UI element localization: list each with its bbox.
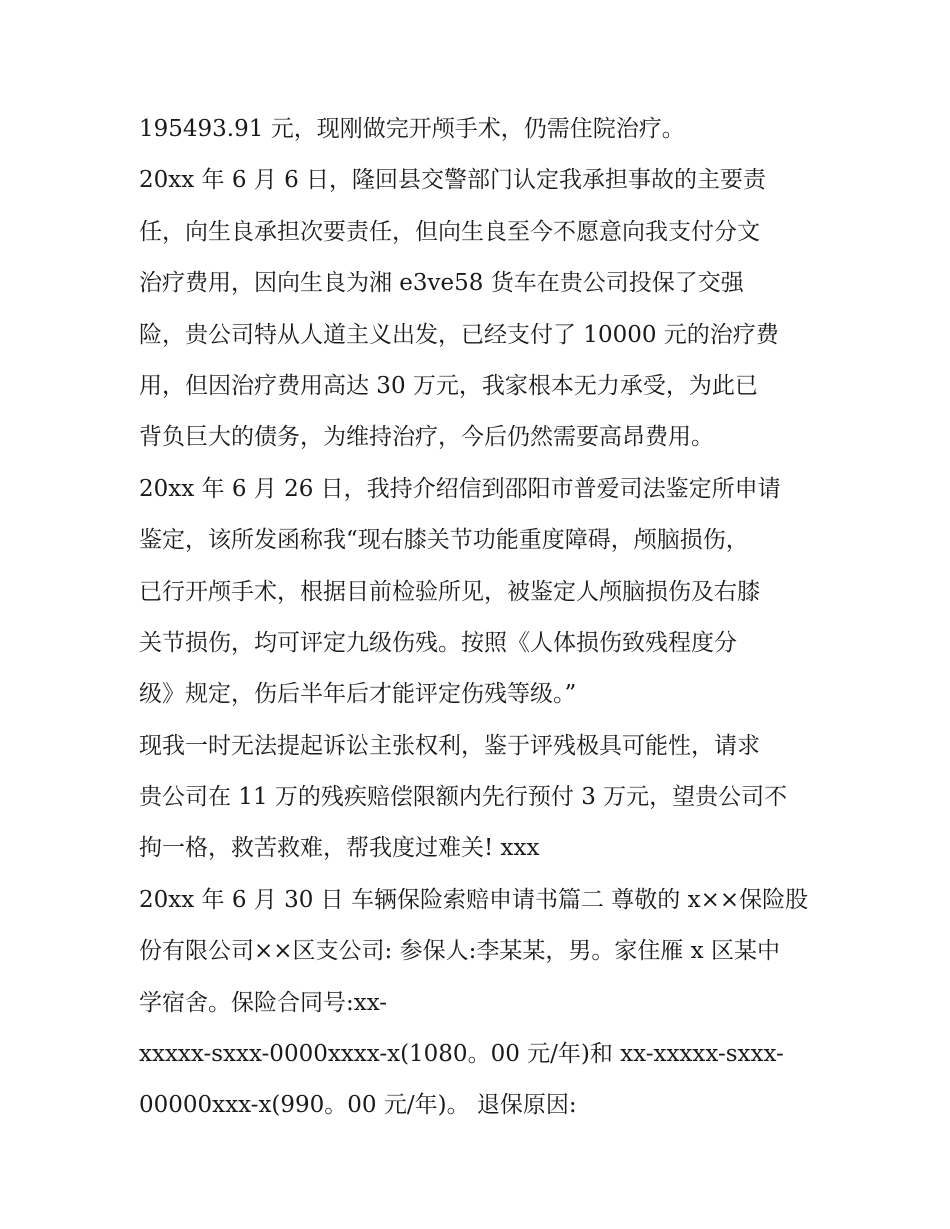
text-line: 20xx 年 6 月 26 日，我持介绍信到邵阳市普爱司法鉴定所申请 xyxy=(139,475,781,502)
text-line: 治疗费用，因向生良为湘 e3ve58 货车在贵公司投保了交强 xyxy=(139,270,744,297)
document-body xyxy=(139,104,819,1132)
text-line: 份有限公司××区支公司: 参保人:李某某，男。家住雁 x 区某中 xyxy=(139,938,780,965)
text-line: 险，贵公司特从人道主义出发，已经支付了 10000 元的治疗费 xyxy=(139,321,779,348)
text-line: xxxxx-sxxx-0000xxxx-x(1080。00 元/年)和 xx-xxxxx-sxxx- xyxy=(139,1041,784,1068)
text-line: 任，向生良承担次要责任，但向生良至今不愿意向我支付分文 xyxy=(139,218,760,245)
text-line: 20xx 年 6 月 6 日，隆回县交警部门认定我承担事故的主要责 xyxy=(139,167,767,194)
text-line: 拘一格，救苦救难，帮我度过难关! xxx xyxy=(139,835,540,862)
text-line: 学宿舍。保险合同号:xx- xyxy=(139,989,388,1016)
text-line: 现我一时无法提起诉讼主张权利，鉴于评残极具可能性，请求 xyxy=(139,732,760,759)
text-line: 20xx 年 6 月 30 日 车辆保险索赔申请书篇二 尊敬的 x××保险股 xyxy=(139,886,809,913)
text-line: 背负巨大的债务，为维持治疗，今后仍然需要高昂费用。 xyxy=(139,424,714,451)
text-line: 已行开颅手术，根据目前检验所见，被鉴定人颅脑损伤及右膝 xyxy=(139,578,760,605)
text-line: 贵公司在 11 万的残疾赔偿限额内先行预付 3 万元，望贵公司不 xyxy=(139,784,788,811)
text-line: 00000xxx-x(990。00 元/年)。 退保原因: xyxy=(139,1092,577,1119)
text-line: 用，但因治疗费用高达 30 万元，我家根本无力承受，为此已 xyxy=(139,372,758,399)
text-line: 关节损伤，均可评定九级伤残。按照《人体损伤致残程度分 xyxy=(139,629,737,656)
text-line: 级》规定，伤后半年后才能评定伤残等级。” xyxy=(139,681,577,708)
text-line: 195493.91 元，现刚做完开颅手术，仍需住院治疗。 xyxy=(139,116,685,142)
text-line: 鉴定，该所发函称我“现右膝关节功能重度障碍，颅脑损伤， xyxy=(139,527,749,554)
